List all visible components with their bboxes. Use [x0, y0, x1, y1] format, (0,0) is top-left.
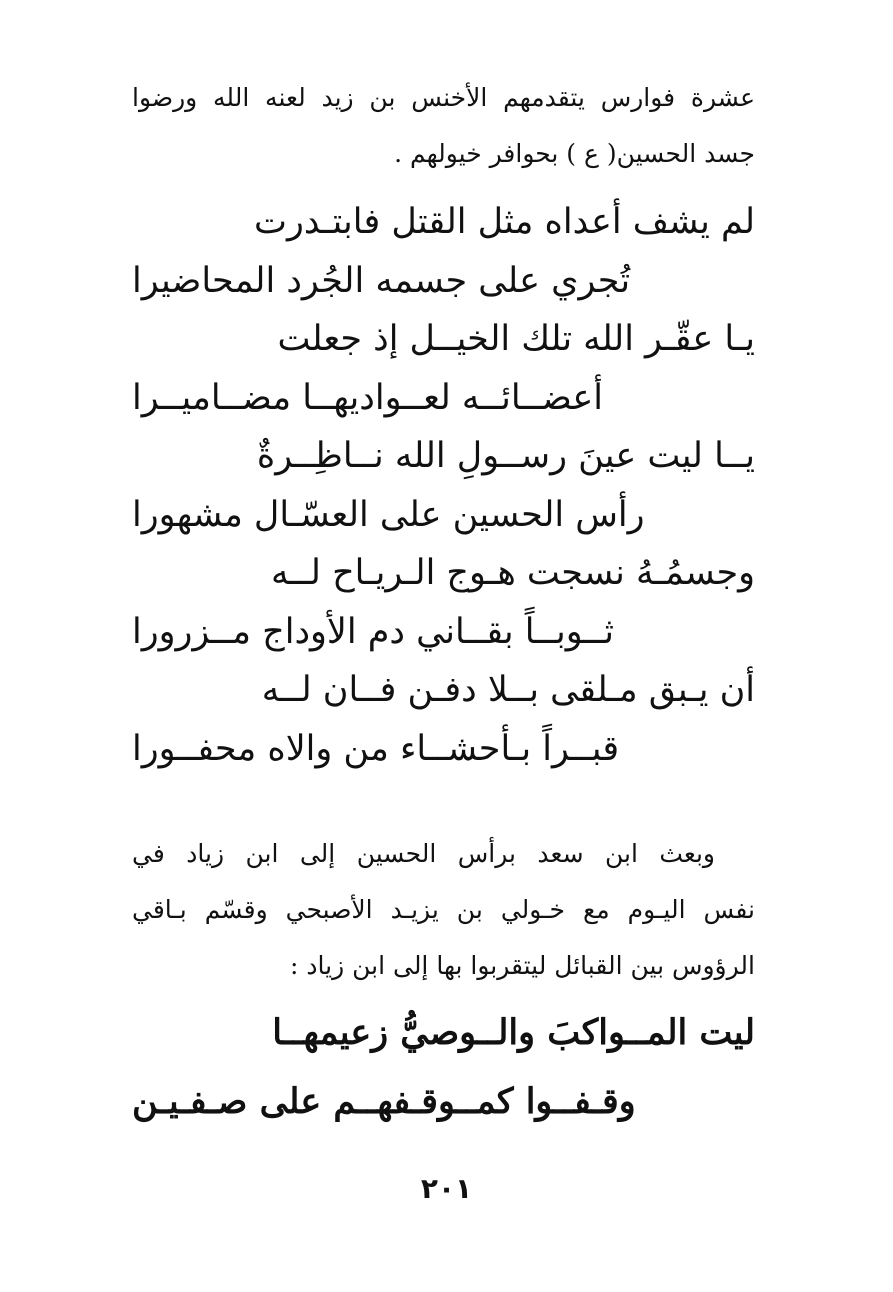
narrative-paragraph: [132, 826, 755, 994]
verse2-line-1: ليت المــواكبَ والــوصيُّ زعيمهــا: [272, 1012, 755, 1053]
poem-first: [132, 193, 755, 778]
page-number: ٢٠١: [420, 1172, 473, 1205]
verse-line-3: يـا عقّـر الله تلك الخيــل إذ جعلت: [277, 319, 755, 359]
verse2-line-2: وقـفــوا كمــوقـفهــم على صـفـيـن: [132, 1081, 636, 1122]
intro-line-1: عشرة فوارس يتقدمهم الأخنس بن زيد لعنه الله ورضوا: [132, 83, 755, 112]
verse-line-1: لم يشف أعداه مثل القتل فابتـدرت: [254, 202, 755, 242]
verse-line-10: قبــراً بـأحشــاء من والاه محفــورا: [132, 728, 620, 769]
verse-line-5: يــا ليت عينَ رســولِ الله نــاظِــرةٌ: [256, 436, 755, 476]
intro-line-2: جسد الحسين( ع ) بحوافر خيولهم .: [394, 139, 755, 168]
narrative-line-3: الرؤوس بين القبائل ليتقربوا بها إلى ابن زياد :: [290, 951, 755, 980]
verse-line-4: أعضــائــه لعــواديهــا مضــاميــرا: [132, 377, 604, 418]
narrative-line-1: وبعث ابن سعد برأس الحسين إلى ابن زياد في: [132, 839, 715, 868]
verse-line-2: تُجري على جسمه الجُرد المحاضيرا: [132, 260, 631, 301]
verse-line-8: ثــوبــاً بقــاني دم الأوداج مــزرورا: [132, 611, 615, 652]
verse-line-7: وجسمُـهُ نسجت هـوج الـريـاح لــه: [271, 553, 755, 593]
narrative-line-2: نفس اليـوم مع خـولي بن يزيـد الأصبحي وقسّم بـاقي: [132, 895, 755, 924]
verse-line-6: رأس الحسين على العسّـال مشهورا: [132, 494, 645, 535]
intro-paragraph: [132, 70, 755, 182]
verse-line-9: أن يـبق مـلقى بــلا دفـن فــان لــه: [261, 670, 755, 710]
poem-second: [132, 998, 755, 1136]
